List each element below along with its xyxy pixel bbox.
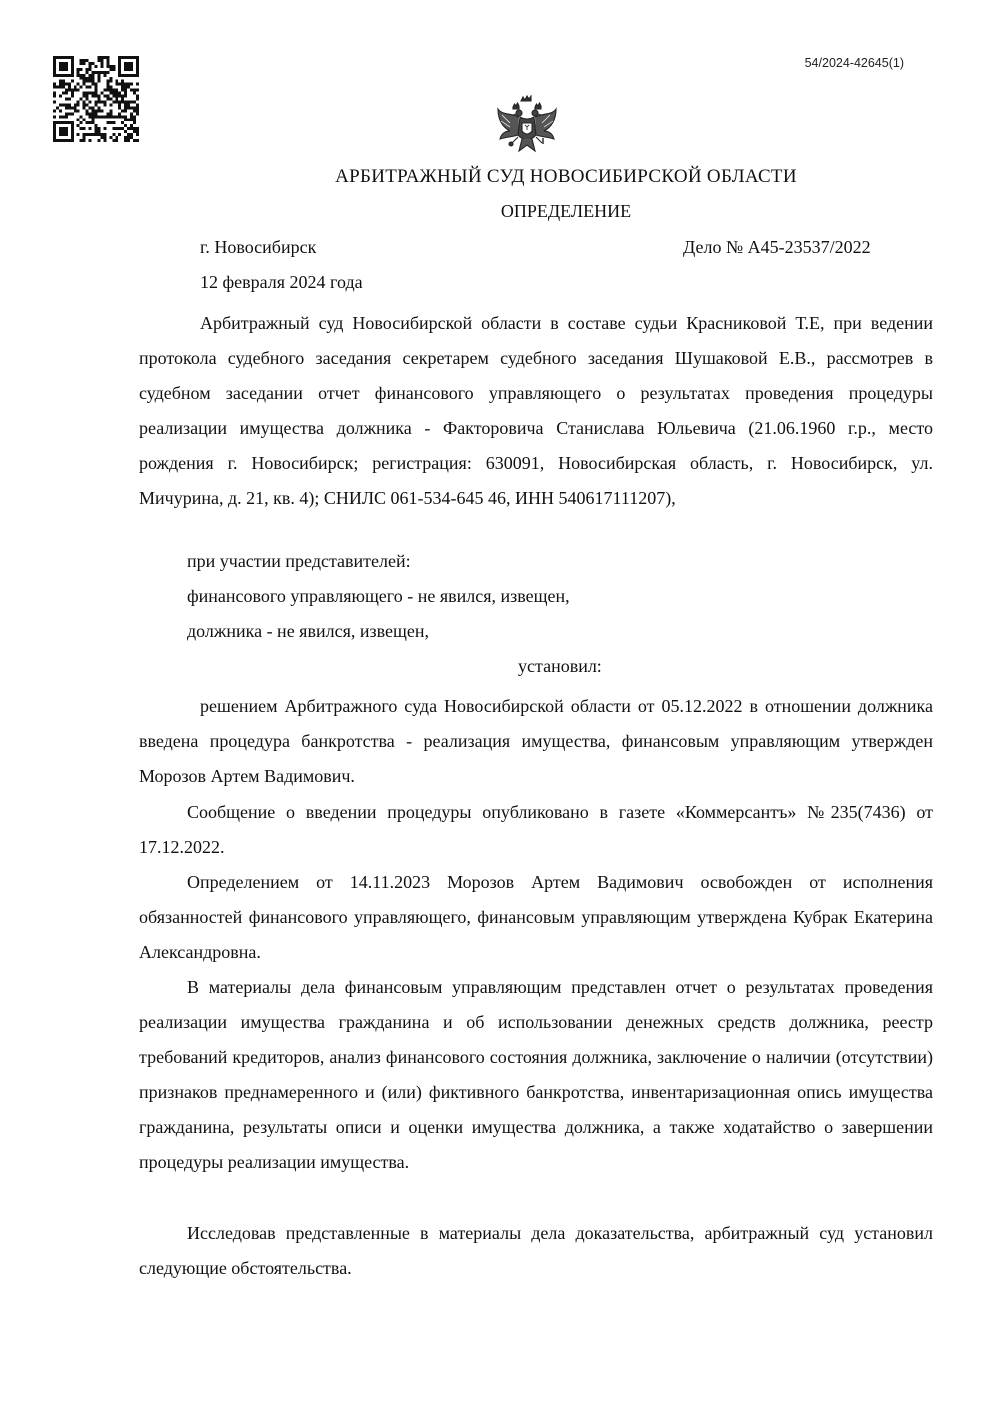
document-number: 54/2024-42645(1) [804, 56, 904, 70]
paragraph-2 [139, 795, 933, 865]
paragraph-replacement: Определением от 14.11.2023 Морозов Артем Вадимович освобожден от исполнения обязанностей финансового управляющего, финансовым управляющим утверждена Кубрак Екатерина Александровна. [139, 872, 933, 962]
paragraph-circumstances: Исследовав представленные в материалы дела доказательства, арбитражный суд установил следующие обстоятельства. [139, 1223, 933, 1278]
paragraph-5 [139, 1216, 933, 1286]
participant-manager: финансового управляющего - не явился, извещен, [187, 586, 570, 606]
paragraph-publication: Сообщение о введении процедуры опубликовано в газете «Коммерсантъ» №235(7436) от 17.12.2022. [139, 802, 933, 857]
coat-of-arms-emblem [492, 95, 562, 159]
city: г. Новосибирск [200, 237, 317, 257]
participants-heading: при участии представителей: [187, 551, 411, 571]
court-name: АРБИТРАЖНЫЙ СУД НОВОСИБИРСКОЙ ОБЛАСТИ [335, 166, 797, 187]
established-heading: установил: [518, 656, 602, 676]
case-number: Дело № А45-23537/2022 [683, 237, 871, 257]
paragraph-1 [139, 689, 933, 794]
paragraph-decision: решением Арбитражного суда Новосибирской области от 05.12.2022 в отношении должника введена процедура банкротства - реализация имущества, финансовым управляющим утвержден Морозов Артем Вадимович. [139, 696, 933, 786]
paragraph-4 [139, 970, 933, 1180]
document-date: 12 февраля 2024 года [200, 272, 363, 292]
participant-debtor: должника - не явился, извещен, [187, 621, 429, 641]
document-type: ОПРЕДЕЛЕНИЕ [500, 201, 632, 221]
paragraph-3 [139, 865, 933, 970]
qr-code-icon [53, 56, 139, 142]
intro-paragraph: Арбитражный суд Новосибирской области в составе судьи Красниковой Т.Е, при ведении протокола судебного заседания секретарем судебного заседания Шушаковой Е.В., рассмотрев в судебном заседании отчет финансового управляющего о результатах проведения процедуры реализации имущества должника - Факторовича Станислава Юльевича (21.06.1960 г.р., место рождения г. Новосибирск; регистрация: 630091, Новосибирская область, г. Новосибирск, ул. Мичурина, д. 21, кв. 4); СНИЛС 061-534-645 46, ИНН 540617111207), [139, 313, 933, 508]
paragraph-materials: В материалы дела финансовым управляющим представлен отчет о результатах проведения реализации имущества гражданина и об использовании денежных средств должника, реестр требований кредиторов, анализ финансового состояния должника, заключение о наличии (отсутствии) признаков преднамеренного и (или) фиктивного банкротства, инвентаризационная опись имущества гражданина, результаты описи и оценки имущества должника, а также ходатайство о завершении процедуры реализации имущества. [139, 977, 933, 1172]
intro-section [139, 306, 933, 516]
